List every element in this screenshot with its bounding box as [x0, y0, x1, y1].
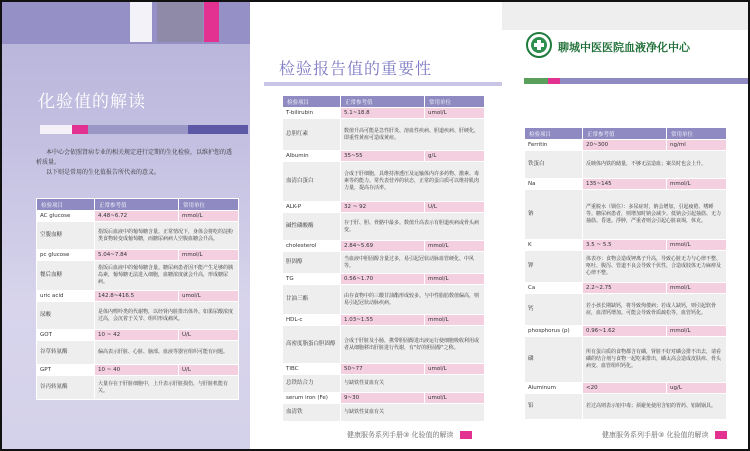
item-code: GOT [37, 330, 95, 341]
item-name: 钙 [525, 294, 583, 326]
reference-range: 5.1~18.8 [341, 108, 425, 119]
hospital-logo-icon [526, 32, 552, 58]
description-row [283, 326, 485, 364]
left-page-title: 化验值的解读 [38, 92, 146, 112]
unit: mmol/L [425, 241, 485, 252]
item-code: AC glucose [37, 211, 95, 222]
item-description: 若过高则表示铝中毒；须避免使用含铝的胃药、铝制锅具。 [583, 394, 727, 420]
item-code: ALK-P [283, 202, 341, 213]
table-row [525, 383, 727, 394]
unit: umol/L [425, 364, 485, 375]
reference-range: 3.5 ~ 5.5 [583, 240, 667, 251]
reference-range: 10 ~ 42 [95, 330, 179, 341]
color-bar [88, 125, 188, 134]
description-row [525, 294, 727, 326]
item-description: 反映体内铁的储量，不够无法造血；案员时也会上升。 [583, 151, 727, 179]
item-description: 与缺铁性贫血有关 [341, 404, 485, 422]
intro-paragraph-1: 本中心会依照肾病专业的相关规定进行定期的生化检验，以维护您的透析质量。 [36, 149, 233, 166]
item-name: 空腹血糖 [37, 222, 95, 250]
table-row [283, 393, 485, 404]
color-bars [40, 125, 248, 134]
top-gray-strip [502, 2, 748, 30]
description-row [525, 337, 727, 383]
table-row [283, 274, 485, 285]
unit: umol/L [179, 291, 239, 302]
item-name: 铝 [525, 394, 583, 420]
lab-table-left [36, 198, 239, 400]
reference-range: 142.8~416.5 [95, 291, 179, 302]
table-row [283, 241, 485, 252]
description-row [37, 302, 239, 330]
table-row [283, 315, 485, 326]
item-name: 胆固醇 [283, 252, 341, 274]
item-description: 是体内嘌呤类的代谢物，以经肾内脏排出体外。如果尿酸浓度过高，会沉着于关节、组织形成痛风。 [95, 302, 239, 330]
item-name: 尿酸 [37, 302, 95, 330]
reference-range: 0.56~1.70 [341, 274, 425, 285]
unit: mmol/L [179, 250, 239, 261]
unit: U/L [179, 330, 239, 341]
color-bar [188, 125, 248, 134]
item-name: 血清白蛋白 [283, 162, 341, 202]
item-name: 钾 [525, 251, 583, 283]
description-row [525, 394, 727, 420]
table-row [283, 202, 485, 213]
table-header-row [37, 199, 239, 211]
item-name: 谷草转氨酶 [37, 341, 95, 365]
reference-range: 50~77 [341, 364, 425, 375]
description-row [37, 222, 239, 250]
description-row [525, 190, 727, 240]
item-name: 碱性磷酸酶 [283, 213, 341, 241]
table-row [525, 240, 727, 251]
description-row [37, 261, 239, 291]
color-bar-purple [560, 78, 748, 84]
item-description: 严重脱水（锁住）：多尿症时，钠会增加，引起疲倦、嗜睡等。糖尿病患者，则增加时钠会减少。低钠会引起抽筋、无力抽筋、昏迷。浮肿，严重者则会引起心脏衰竭，休克。 [583, 190, 727, 240]
reference-range: 1.03~1.55 [341, 315, 425, 326]
intro-text [36, 148, 236, 178]
unit: umol/L [425, 108, 485, 119]
reference-range: <20 [583, 383, 667, 394]
column-header: 正常参考值 [341, 96, 425, 108]
item-code: Ferritin [525, 140, 583, 151]
reference-range: 35~55 [341, 151, 425, 162]
item-code: phosphorus (p) [525, 326, 583, 337]
middle-page-title: 检验报告值的重要性 [279, 59, 433, 78]
item-code: T-bilirubin [283, 108, 341, 119]
reference-range: 10 ~ 40 [95, 365, 179, 376]
reference-range: 9~30 [341, 393, 425, 404]
column-header: 检验项目 [37, 199, 95, 211]
table-row [37, 211, 239, 222]
description-row [37, 341, 239, 365]
description-row [283, 375, 485, 393]
table-row [37, 330, 239, 341]
decor-block-white [130, 2, 152, 42]
item-name: 总铁结合力 [283, 375, 341, 393]
item-name: 铁蛋白 [525, 151, 583, 179]
column-header: 正常参考值 [95, 199, 179, 211]
item-code: serum iron (Fe) [283, 393, 341, 404]
item-code: cholesterol [283, 241, 341, 252]
footer-text: 健康服务系列手册③ 化验值的解读 [602, 431, 709, 439]
description-row [525, 151, 727, 179]
color-bar [72, 125, 88, 134]
column-header: 正常参考值 [583, 128, 667, 140]
description-row [283, 213, 485, 241]
item-code: HDL-c [283, 315, 341, 326]
decor-block-gray [157, 2, 203, 42]
item-description: 数值升高可能是急性肝炎、溶血性疾病、胆道疾病、肝硬化，即重性黄疸可造成黄疸。 [341, 119, 485, 151]
item-description: 当血液中胆固醇含量过多，易引起冠状动脉血管硬化、中风等。 [341, 252, 485, 274]
unit: mmol/L [667, 326, 727, 337]
item-description: 体表亦：食物会造成钾离子升高，导致心脏无力与心律不整、呕吐、腹泻、管道不良会导致千伏性，合造成肢体无力麻痹及心律不整。 [583, 251, 727, 283]
intro-paragraph-2: 以下则是常用的生化值报告所代表的意义。 [46, 169, 161, 176]
unit: mmol/L [425, 274, 485, 285]
item-code: K [525, 240, 583, 251]
unit: mmol/L [667, 283, 727, 294]
item-description: 若小孩长期缺钙，将导致佝偻病；若成人缺钙，则引起软骨症，血清钙增加。可能会导致骨质疏松等，血管钙化。 [583, 294, 727, 326]
item-code: pc glucose [37, 250, 95, 261]
unit: umol/L [425, 393, 485, 404]
item-code: Ca [525, 283, 583, 294]
reference-range: 20~300 [583, 140, 667, 151]
item-name: 钠 [525, 190, 583, 240]
item-code: Na [525, 179, 583, 190]
item-name: 磷 [525, 337, 583, 383]
color-bar [40, 125, 72, 134]
item-code: TIBC [283, 364, 341, 375]
footer-pink-square [460, 431, 472, 439]
item-name: 高密度脂蛋白胆固醇 [283, 326, 341, 364]
item-description: 大量存在于肝脏细胞中，上升表示肝脏损伤，与肝脏机能有关。 [95, 376, 239, 400]
middle-page [252, 2, 502, 449]
unit: mmol/L [667, 179, 727, 190]
color-bar-green [524, 78, 548, 84]
unit: ng/ml [667, 140, 727, 151]
footer-text: 健康服务系列手册③ 化验值的解读 [347, 431, 454, 439]
unit: g/L [425, 151, 485, 162]
item-description: 存于肝、胆、骨骼中最多。数值升高表示有胆道疾病或骨头病变。 [341, 213, 485, 241]
lab-table-middle [282, 95, 485, 422]
right-page [502, 2, 748, 449]
description-row [283, 285, 485, 315]
description-row [283, 119, 485, 151]
description-row [37, 376, 239, 400]
item-code: Aluminum [525, 383, 583, 394]
reference-range: 0.96~1.62 [583, 326, 667, 337]
item-description: 偏高表示肝脏、心脏、脑部、血液等器官组织可能有问题。 [95, 341, 239, 365]
item-code: Albumin [283, 151, 341, 162]
description-row [525, 251, 727, 283]
item-code: TG [283, 274, 341, 285]
item-code: GPT [37, 365, 95, 376]
column-header: 检验项目 [525, 128, 583, 140]
table-header-row [525, 128, 727, 140]
table-header-row [283, 96, 485, 108]
unit: mmol/L [667, 240, 727, 251]
unit: U/L [179, 365, 239, 376]
item-name: 总胆红素 [283, 119, 341, 151]
table-row [283, 364, 485, 375]
item-description: 指饭后血液中的葡萄糖含量。糖尿病患者因不能产生足够的胰岛素，葡萄糖无法进入细胞，血糖浓度就会升高，形成糖尿病。 [95, 261, 239, 291]
item-description: 所有蛋白质的食物都含有磷，肾脏不好对磷会排不出去，请看磷的结合剂与食物一起吃来排出，磷太高会造成皮肤痒、骨头病变、血管组织钙化。 [583, 337, 727, 383]
column-header: 常用单位 [667, 128, 727, 140]
table-row [37, 365, 239, 376]
column-header: 常用单位 [179, 199, 239, 211]
description-row [283, 162, 485, 202]
hospital-name: 聊城中医医院血液净化中心 [558, 41, 690, 54]
item-description: 由存食物中的三酸甘油酯形成较多。与中性脂肪数值偏高，则易引起冠状动脉疾病。 [341, 285, 485, 315]
item-name: 餐后血糖 [37, 261, 95, 291]
title-underline-bar [264, 82, 502, 86]
item-description: 合成于肝细胞，具维持渗透压及运输体内许多药物、激素、毒素等的能力。常代表营养的状态，正常的蛋白质可以维持肌肉力量，提高存活率。 [341, 162, 485, 202]
item-description: 合成于肝脏及小肠，携带胆固醇进出液运行使细胞吸收利用或者从细胞移出肝脏进行代谢，有"好的胆固醇"之称。 [341, 326, 485, 364]
color-bar-pink [548, 78, 560, 84]
table-row [37, 250, 239, 261]
table-row [37, 291, 239, 302]
item-description: 指饭后血液中的葡萄糖含量。正常情况下，身体会将吃的淀粉类食物转变成葡萄糖，而糖尿病病人空腹血糖会升高。 [95, 222, 239, 250]
reference-range: 135~145 [583, 179, 667, 190]
reference-range: 2.84~5.69 [341, 241, 425, 252]
lab-table-right [524, 127, 727, 420]
reference-range: 2.2~2.75 [583, 283, 667, 294]
table-row [525, 140, 727, 151]
table-row [283, 108, 485, 119]
decor-block-pink [204, 2, 219, 42]
table-row [283, 151, 485, 162]
reference-range: 5.04~7.84 [95, 250, 179, 261]
right-footer [602, 430, 727, 440]
footer-pink-square [715, 431, 727, 439]
item-code: uric acid [37, 291, 95, 302]
middle-footer [347, 430, 472, 440]
unit: ug/L [667, 383, 727, 394]
unit: mmol/L [179, 211, 239, 222]
table-row [525, 179, 727, 190]
item-name: 谷丙转氨酶 [37, 376, 95, 400]
description-row [283, 252, 485, 274]
table-row [525, 283, 727, 294]
unit: U/L [425, 202, 485, 213]
unit: mmol/L [425, 315, 485, 326]
column-header: 检验项目 [283, 96, 341, 108]
reference-range: 32 ~ 92 [341, 202, 425, 213]
item-name: 血清铁 [283, 404, 341, 422]
reference-range: 4.48~6.72 [95, 211, 179, 222]
table-row [525, 326, 727, 337]
description-row [283, 404, 485, 422]
left-page [2, 2, 250, 449]
item-description: 与缺铁性贫血有关 [341, 375, 485, 393]
column-header: 常用单位 [425, 96, 485, 108]
item-name: 甘油三酯 [283, 285, 341, 315]
